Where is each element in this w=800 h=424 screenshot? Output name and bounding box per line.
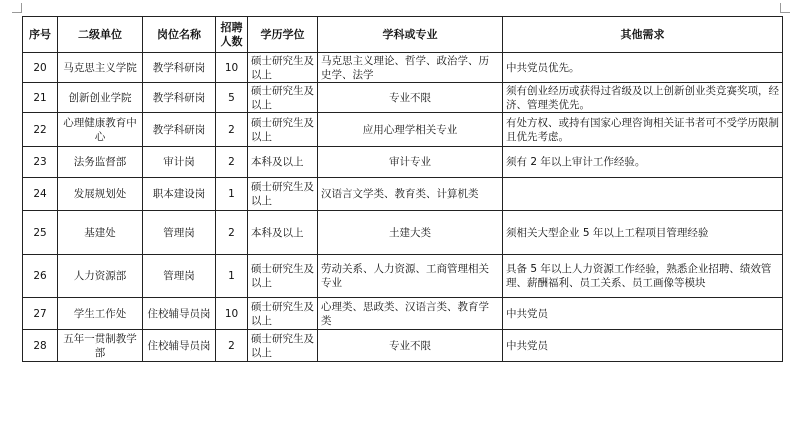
cell-count: 1 <box>216 255 248 298</box>
cell-unit: 基建处 <box>58 211 143 255</box>
recruitment-table <box>22 16 783 362</box>
cell-no: 28 <box>23 330 58 362</box>
cell-major: 专业不限 <box>318 83 503 113</box>
cell-major: 审计专业 <box>318 147 503 178</box>
cell-major: 劳动关系、人力资源、工商管理相关专业 <box>318 255 503 298</box>
table-row <box>23 147 783 178</box>
cell-count: 5 <box>216 83 248 113</box>
cell-count: 2 <box>216 113 248 147</box>
cell-other: 有处方权、或持有国家心理咨询相关证书者可不受学历限制且优先考虑。 <box>503 113 783 147</box>
table-row <box>23 330 783 362</box>
cell-other: 中共党员 <box>503 298 783 330</box>
cell-unit: 发展规划处 <box>58 178 143 211</box>
cell-post: 教学科研岗 <box>143 113 216 147</box>
header-other: 其他需求 <box>503 17 783 53</box>
cell-major: 应用心理学相关专业 <box>318 113 503 147</box>
cell-unit: 创新创业学院 <box>58 83 143 113</box>
cell-major: 专业不限 <box>318 330 503 362</box>
cell-no: 21 <box>23 83 58 113</box>
cell-other: 须有 2 年以上审计工作经验。 <box>503 147 783 178</box>
cell-no: 20 <box>23 53 58 83</box>
cell-post: 教学科研岗 <box>143 83 216 113</box>
cell-no: 22 <box>23 113 58 147</box>
cell-degree: 硕士研究生及以上 <box>248 53 318 83</box>
cell-unit: 五年一贯制教学部 <box>58 330 143 362</box>
cell-no: 23 <box>23 147 58 178</box>
table-row <box>23 211 783 255</box>
cell-other: 中共党员 <box>503 330 783 362</box>
table-row <box>23 83 783 113</box>
cell-count: 2 <box>216 147 248 178</box>
cell-no: 26 <box>23 255 58 298</box>
table-row <box>23 113 783 147</box>
header-degree: 学历学位 <box>248 17 318 53</box>
cell-other: 须有创业经历或获得过省级及以上创新创业类竞赛奖项，经济、管理类优先。 <box>503 83 783 113</box>
cell-post: 教学科研岗 <box>143 53 216 83</box>
cell-degree: 硕士研究生及以上 <box>248 330 318 362</box>
cell-major: 土建大类 <box>318 211 503 255</box>
header-count: 招聘人数 <box>216 17 248 53</box>
cell-other <box>503 178 783 211</box>
cell-major: 汉语言文学类、教育类、计算机类 <box>318 178 503 211</box>
cell-unit: 人力资源部 <box>58 255 143 298</box>
table-row <box>23 53 783 83</box>
cell-count: 10 <box>216 53 248 83</box>
cell-degree: 硕士研究生及以上 <box>248 298 318 330</box>
cell-unit: 心理健康教育中心 <box>58 113 143 147</box>
cell-degree: 本科及以上 <box>248 211 318 255</box>
page-corner-mark-left <box>12 3 22 13</box>
cell-no: 27 <box>23 298 58 330</box>
table-row <box>23 298 783 330</box>
cell-post: 管理岗 <box>143 211 216 255</box>
cell-post: 职本建设岗 <box>143 178 216 211</box>
cell-major: 心理类、思政类、汉语言类、教育学类 <box>318 298 503 330</box>
cell-degree: 硕士研究生及以上 <box>248 83 318 113</box>
cell-degree: 硕士研究生及以上 <box>248 178 318 211</box>
cell-post: 住校辅导员岗 <box>143 330 216 362</box>
cell-other: 须相关大型企业 5 年以上工程项目管理经验 <box>503 211 783 255</box>
page-corner-mark-right <box>780 3 790 13</box>
cell-count: 2 <box>216 211 248 255</box>
cell-count: 10 <box>216 298 248 330</box>
cell-no: 24 <box>23 178 58 211</box>
header-major: 学科或专业 <box>318 17 503 53</box>
cell-other: 具备 5 年以上人力资源工作经验，熟悉企业招聘、绩效管理、薪酬福利、员工关系、员工画像等模块 <box>503 255 783 298</box>
table-header-row <box>23 17 783 53</box>
cell-degree: 硕士研究生及以上 <box>248 113 318 147</box>
header-post: 岗位名称 <box>143 17 216 53</box>
cell-no: 25 <box>23 211 58 255</box>
cell-post: 住校辅导员岗 <box>143 298 216 330</box>
header-no: 序号 <box>23 17 58 53</box>
header-unit: 二级单位 <box>58 17 143 53</box>
cell-degree: 硕士研究生及以上 <box>248 255 318 298</box>
cell-count: 2 <box>216 330 248 362</box>
cell-unit: 马克思主义学院 <box>58 53 143 83</box>
cell-other: 中共党员优先。 <box>503 53 783 83</box>
cell-post: 审计岗 <box>143 147 216 178</box>
table-row <box>23 178 783 211</box>
cell-count: 1 <box>216 178 248 211</box>
cell-unit: 学生工作处 <box>58 298 143 330</box>
cell-unit: 法务监督部 <box>58 147 143 178</box>
cell-post: 管理岗 <box>143 255 216 298</box>
table-row <box>23 255 783 298</box>
cell-major: 马克思主义理论、哲学、政治学、历史学、法学 <box>318 53 503 83</box>
cell-degree: 本科及以上 <box>248 147 318 178</box>
